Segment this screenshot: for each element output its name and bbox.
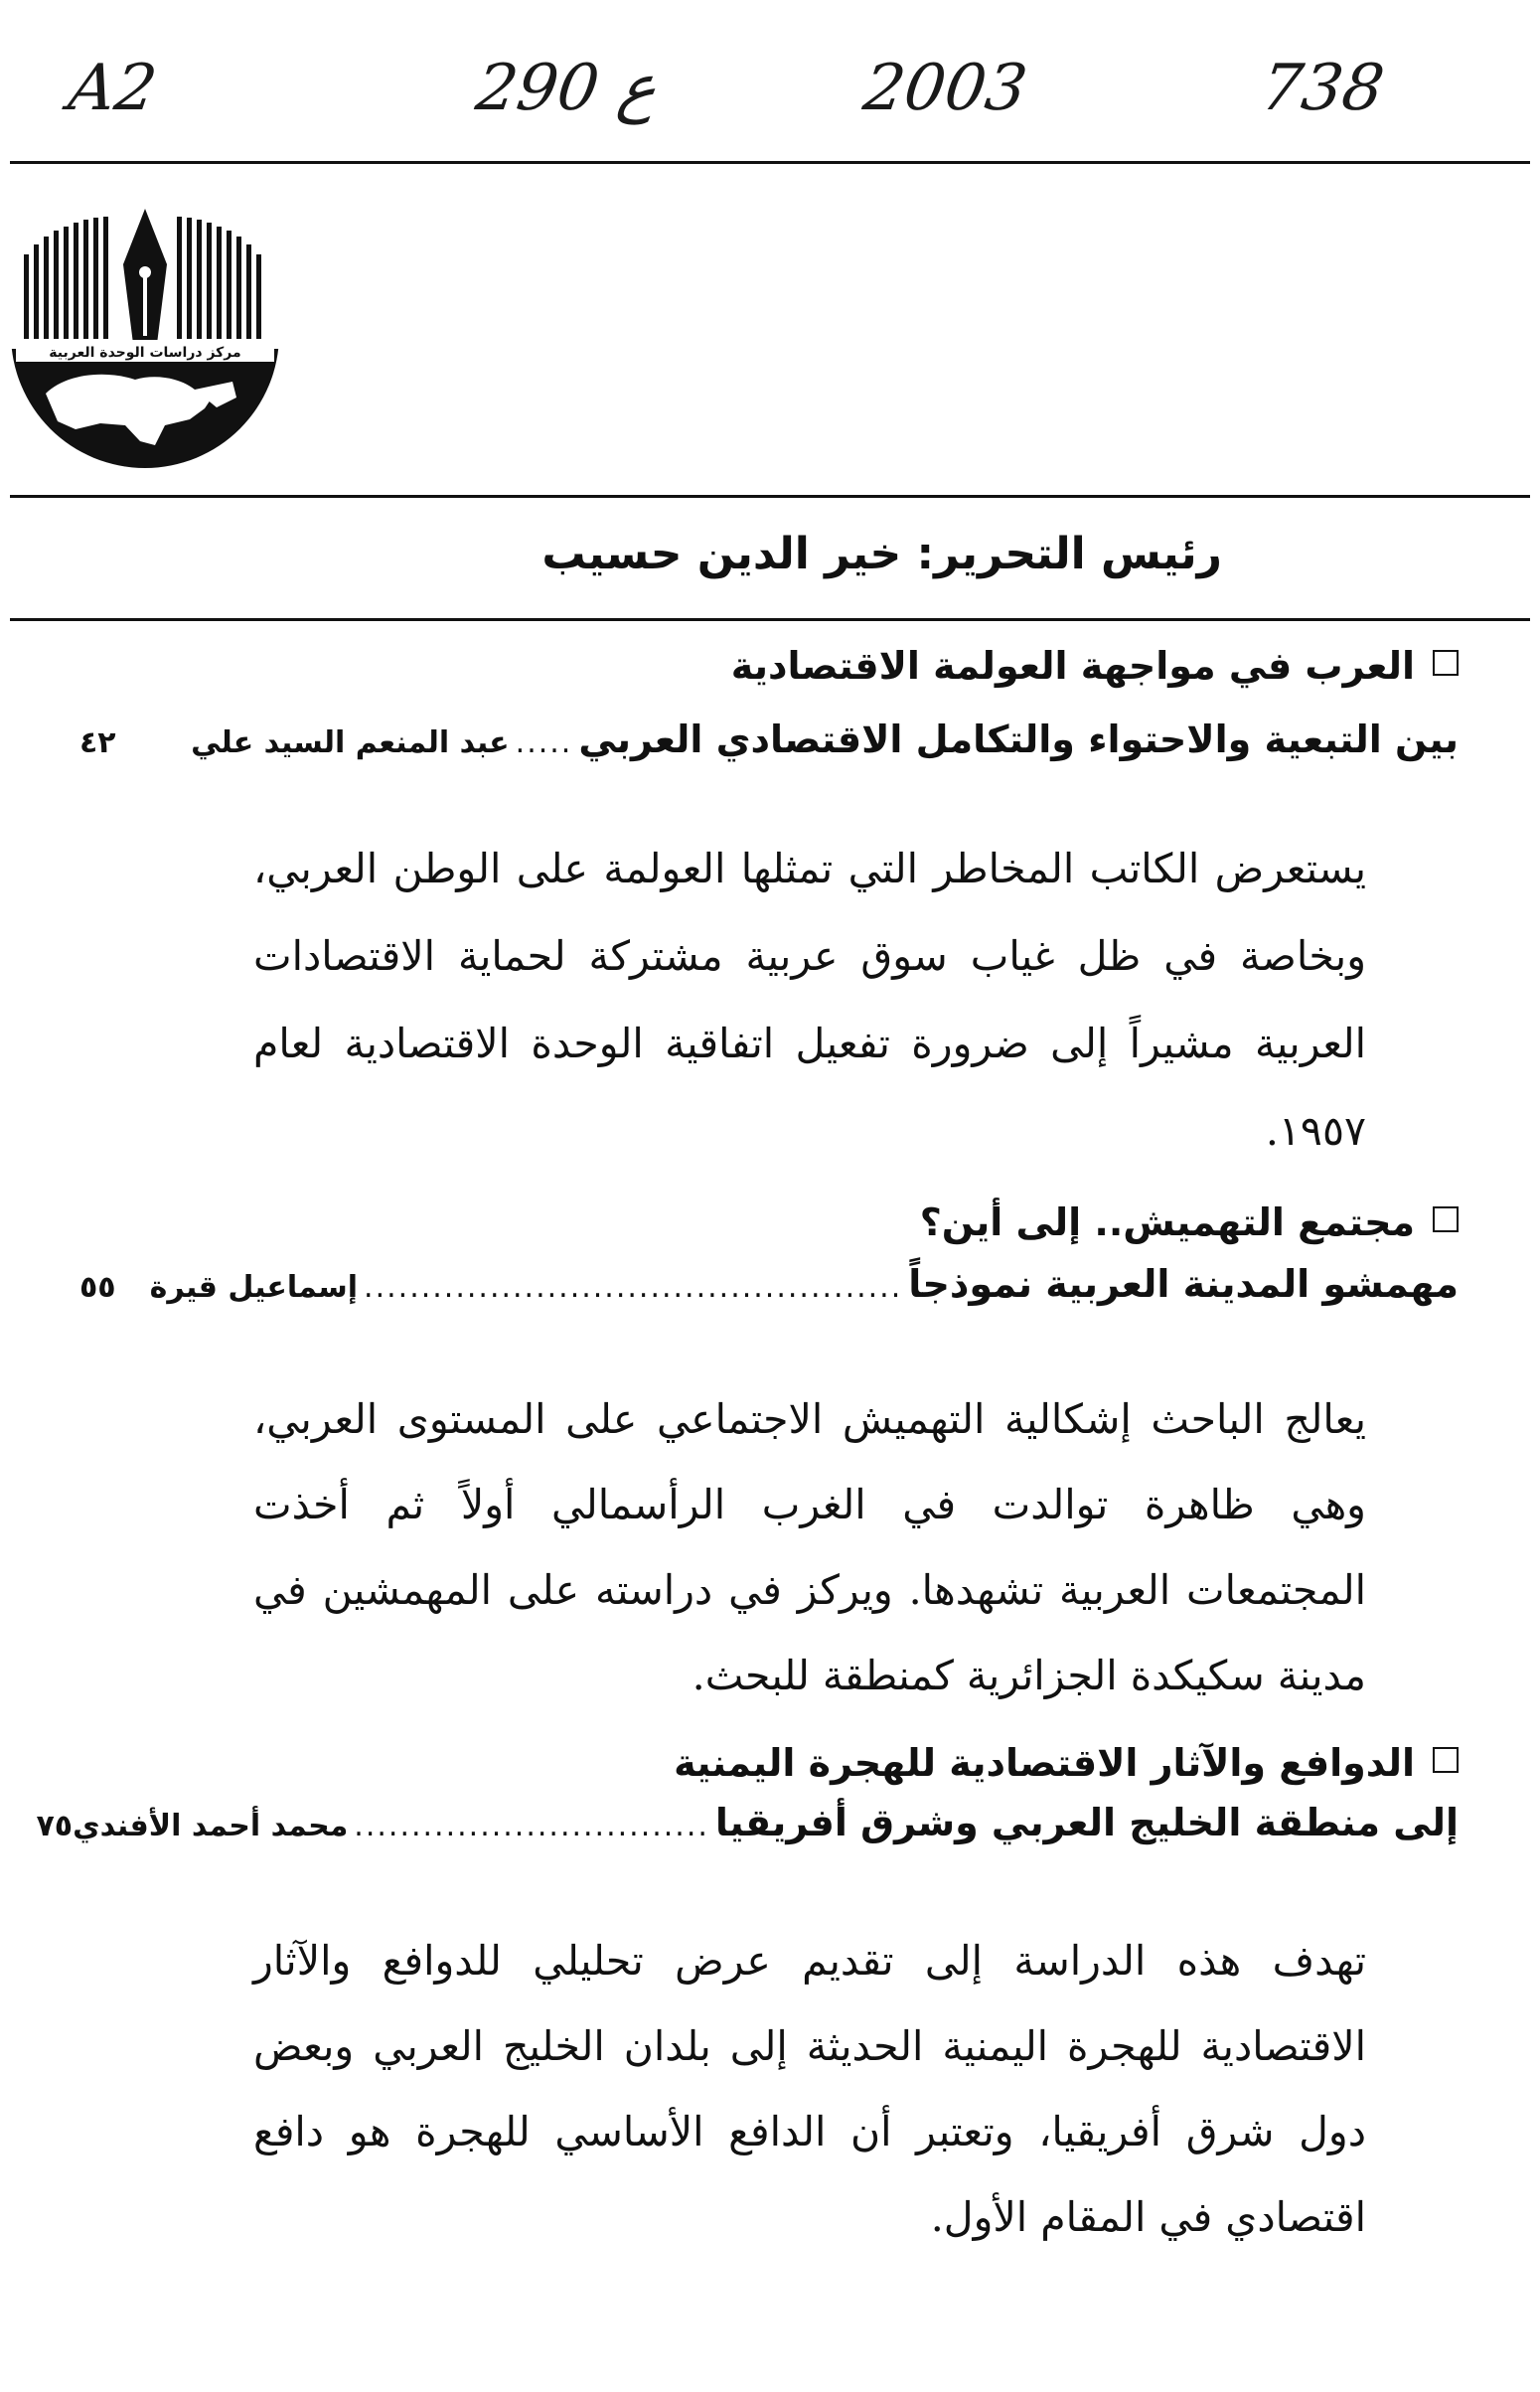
article-subtitle: مهمشو المدينة العربية نموذجاً xyxy=(908,1262,1459,1306)
leader-dots: ............................................... xyxy=(364,1270,903,1305)
archive-annotation-issue: 290 ع xyxy=(471,52,662,125)
page-number: ٥٥ xyxy=(79,1270,116,1305)
article-author: عبد المنعم السيد علي xyxy=(191,725,510,760)
article-title-text: مجتمع التهميش.. إلى أين؟ xyxy=(919,1200,1415,1244)
article-abstract: يعالج الباحث إشكالية التهميش الاجتماعي على المستوى العربي، وهي ظاهرة توالدت في الغرب الرأسمالي أولاً ثم أخذت المجتمعات العربية تشهدها. ويركز في دراسته على المهمشين في مدينة سكيكدة الجزائرية كمنطقة للبحث. xyxy=(253,1395,1366,1699)
top-rule xyxy=(10,161,1530,164)
article-subtitle: بين التبعية والاحتواء والتكامل الاقتصادي العربي xyxy=(578,718,1459,761)
editor-in-chief: رئيس التحرير: خير الدين حسيب xyxy=(541,529,1222,579)
article-abstract: تهدف هذه الدراسة إلى تقديم عرض تحليلي للدوافع والآثار الاقتصادية للهجرة اليمنية الحديثة إلى بلدان الخليج العربي وبعض دول شرق أفريقيا، وتعتبر أن الدافع الأساسي للهجرة هو دافع اقتصادي في المقام الأول. xyxy=(253,1937,1366,2241)
article-byline xyxy=(79,718,1459,761)
center-logo xyxy=(6,195,284,473)
leader-dots: ............................... xyxy=(354,1809,709,1843)
article-abstract: يستعرض الكاتب المخاطر التي تمثلها العولمة على الوطن العربي، وبخاصة في ظل غياب سوق عربية مشتركة لحماية الاقتصادات العربية مشيراً إلى ضرورة تفعيل اتفاقية الوحدة الاقتصادية لعام ١٩٥٧. xyxy=(253,845,1366,1155)
archive-annotation-number: 738 xyxy=(1256,52,1389,125)
article-subtitle: إلى منطقة الخليج العربي وشرق أفريقيا xyxy=(714,1801,1459,1844)
archive-annotation-code: A2 xyxy=(64,52,162,125)
logo-bottom-rule xyxy=(10,495,1530,498)
article-byline xyxy=(79,1262,1459,1306)
page-number: ٤٢ xyxy=(79,725,116,760)
article-title-text: الدوافع والآثار الاقتصادية للهجرة اليمنية xyxy=(674,1741,1415,1785)
editor-bottom-rule xyxy=(10,618,1530,621)
page-number: ٧٥ xyxy=(36,1809,74,1843)
checkbox-icon xyxy=(1433,650,1459,676)
svg-text:مركز دراسات الوحدة العربية: مركز دراسات الوحدة العربية xyxy=(49,345,241,361)
checkbox-icon xyxy=(1433,1747,1459,1773)
article-title xyxy=(920,1200,1459,1244)
logo-emblem-icon xyxy=(6,195,284,473)
leader-dots: ..... xyxy=(515,725,573,760)
article-author: إسماعيل قيرة xyxy=(149,1270,359,1305)
article-author: محمد أحمد الأفندي xyxy=(73,1809,349,1843)
checkbox-icon xyxy=(1433,1206,1459,1232)
article-title-text: العرب في مواجهة العولمة الاقتصادية xyxy=(730,644,1415,688)
article-title xyxy=(674,1741,1459,1785)
archive-annotation-year: 2003 xyxy=(858,52,1032,125)
article-byline xyxy=(36,1801,1459,1844)
article-title xyxy=(731,644,1459,688)
